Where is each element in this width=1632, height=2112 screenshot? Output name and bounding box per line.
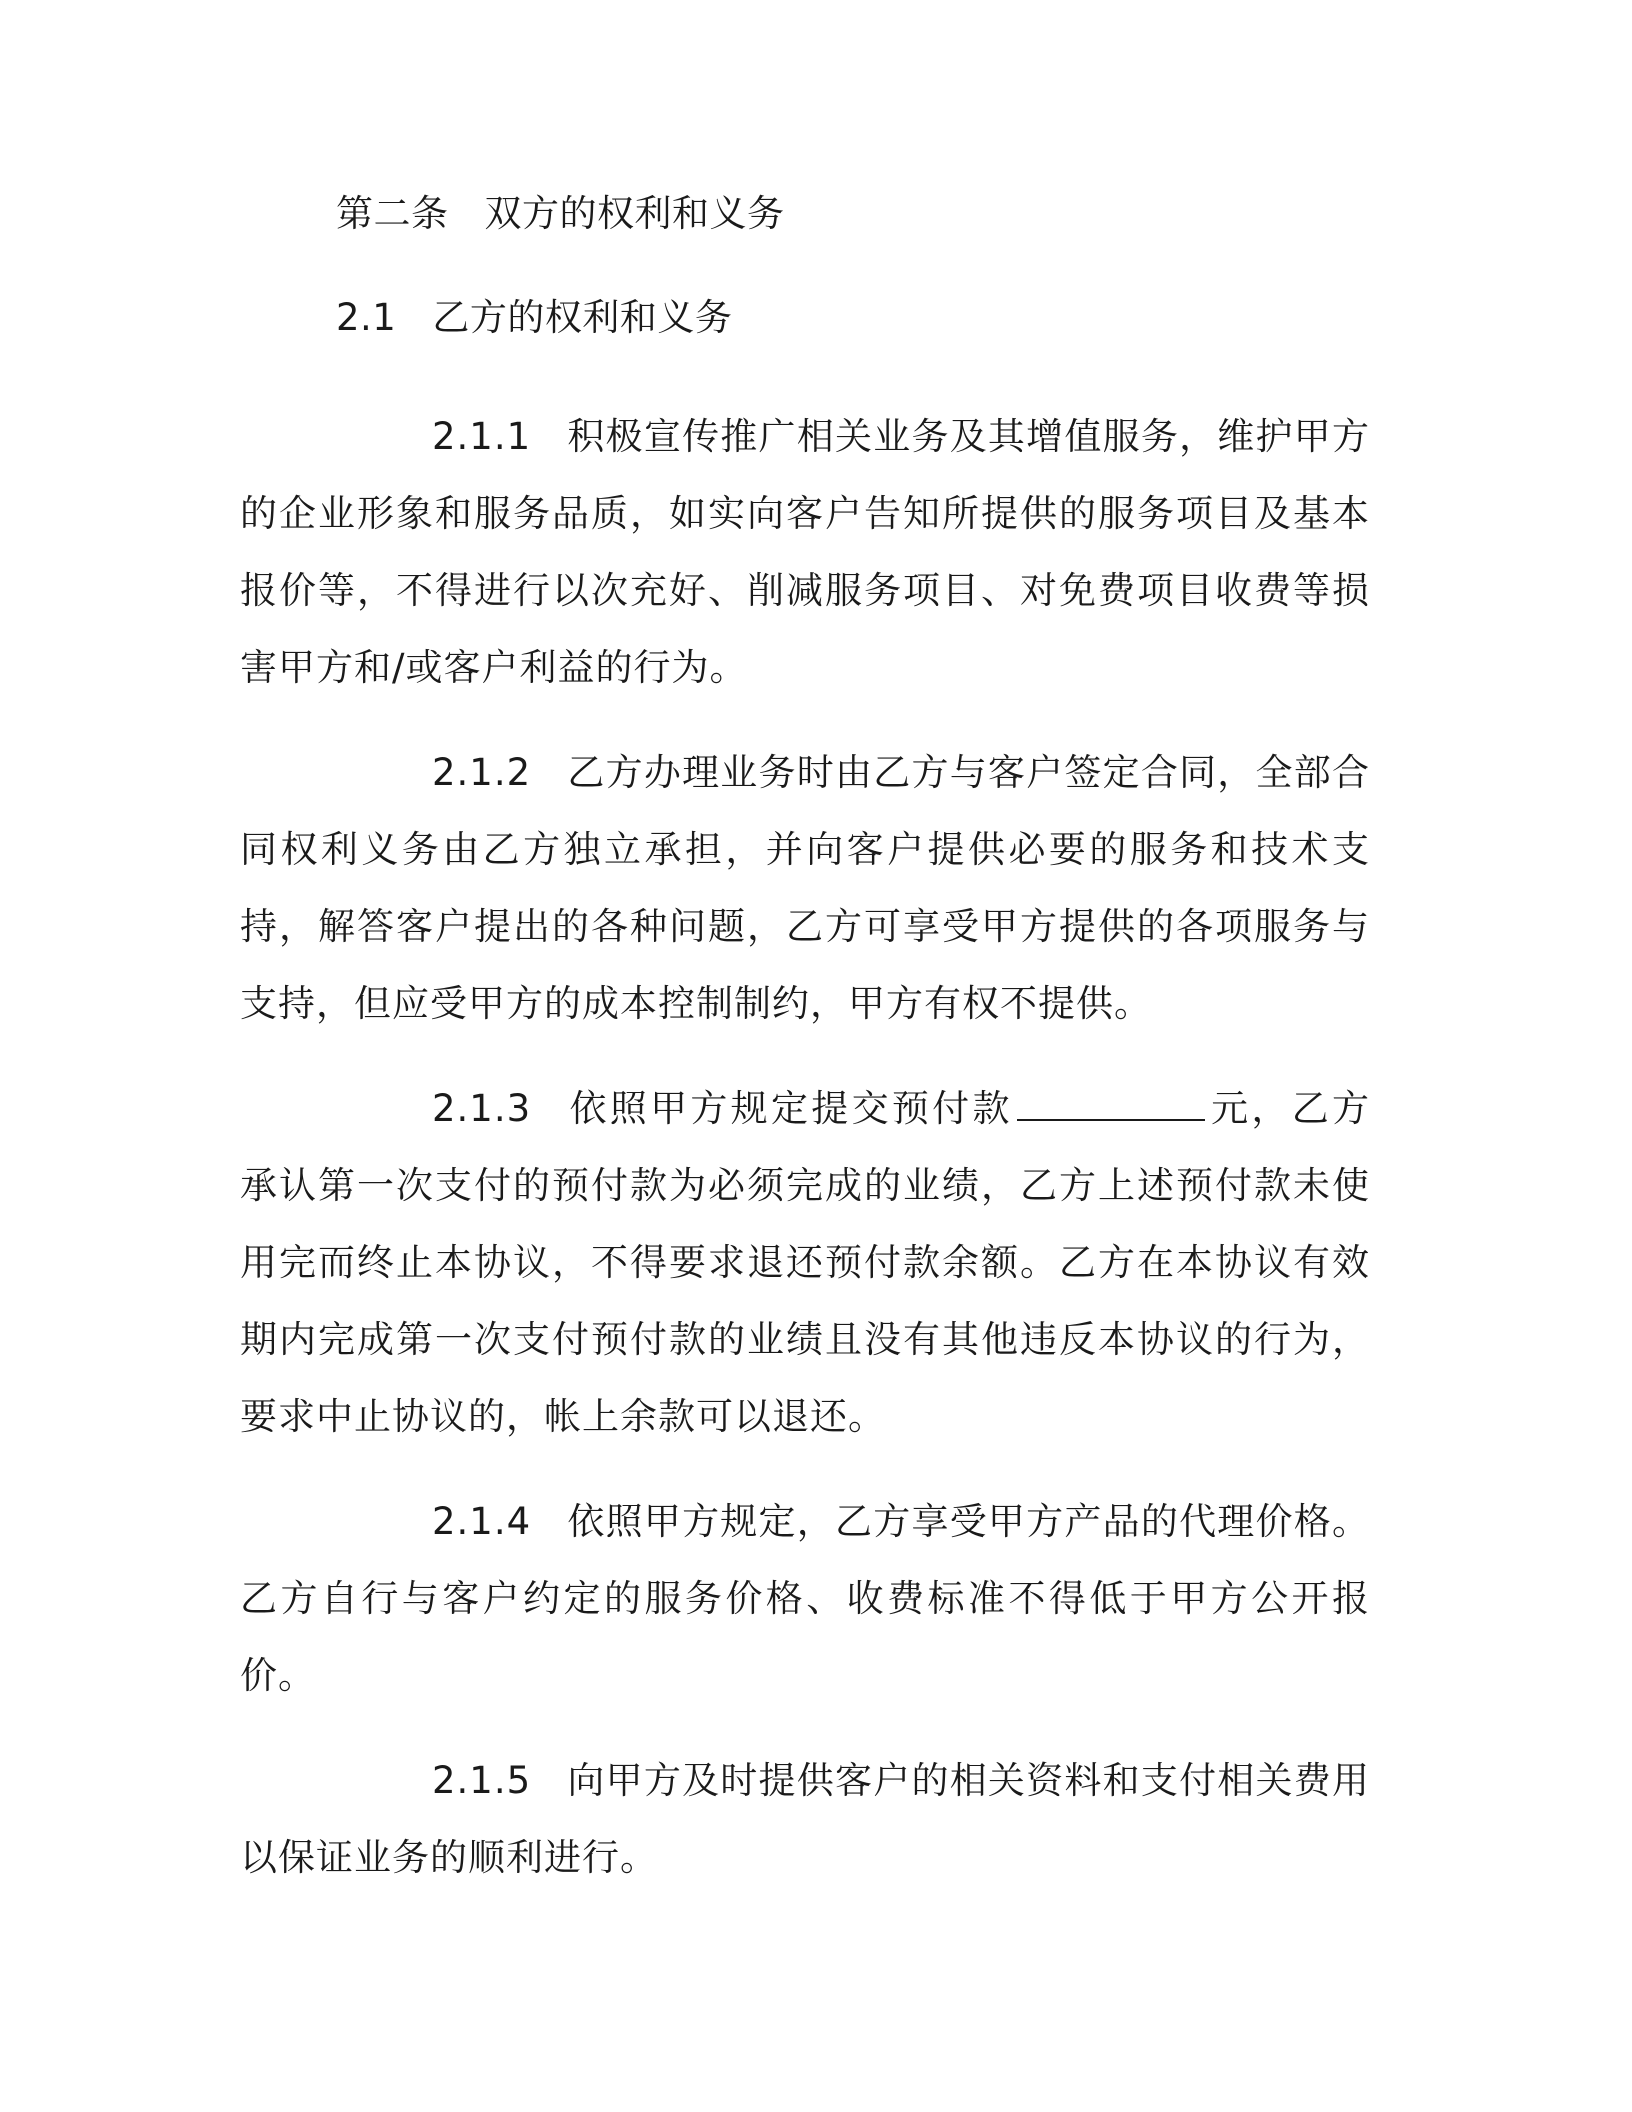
prepayment-amount-blank xyxy=(1017,1089,1205,1121)
clause-2-1-2 xyxy=(240,734,1370,1042)
clause-2-1-1 xyxy=(240,398,1370,706)
section-number: 2.1 xyxy=(336,296,397,339)
clause-2-1-4 xyxy=(240,1483,1370,1714)
section-heading xyxy=(240,294,1370,342)
clause-text: 向甲方及时提供客户的相关资料和支付相关费用以保证业务的顺利进行。 xyxy=(240,1759,1370,1879)
article-heading xyxy=(240,190,1370,238)
clause-text: 乙方办理业务时由乙方与客户签定合同，全部合同权利义务由乙方独立承担，并向客户提供必要的服务和技术支持，解答客户提出的各种问题，乙方可享受甲方提供的各项服务与支持，但应受甲方的成本控制制约，甲方有权不提供。 xyxy=(240,751,1370,1025)
clause-number: 2.1.3 xyxy=(432,1087,532,1130)
article-title: 双方的权利和义务 xyxy=(484,192,785,235)
clause-2-1-5 xyxy=(240,1742,1370,1896)
clause-2-1-3 xyxy=(240,1070,1370,1455)
clause-number: 2.1.1 xyxy=(432,415,532,458)
clause-number: 2.1.2 xyxy=(432,751,532,794)
document-body xyxy=(240,190,1370,1924)
clause-text-before: 依照甲方规定提交预付款 xyxy=(567,1087,1013,1130)
clause-text-after: 元，乙方承认第一次支付的预付款为必须完成的业绩，乙方上述预付款未使用完而终止本协议，不得要求退还预付款余额。乙方在本协议有效期内完成第一次支付预付款的业绩且没有其他违反本协议的行为，要求中止协议的，帐上余款可以退还。 xyxy=(240,1087,1371,1438)
article-number: 第二条 xyxy=(336,192,449,235)
clause-number: 2.1.4 xyxy=(432,1500,532,1543)
clause-text: 依照甲方规定，乙方享受甲方产品的代理价格。乙方自行与客户约定的服务价格、收费标准不得低于甲方公开报价。 xyxy=(240,1500,1370,1697)
clause-number: 2.1.5 xyxy=(432,1759,532,1802)
section-title: 乙方的权利和义务 xyxy=(432,296,733,339)
clause-text: 积极宣传推广相关业务及其增值服务，维护甲方的企业形象和服务品质，如实向客户告知所提供的服务项目及基本报价等，不得进行以次充好、削减服务项目、对免费项目收费等损害甲方和/或客户利益的行为。 xyxy=(240,415,1370,689)
